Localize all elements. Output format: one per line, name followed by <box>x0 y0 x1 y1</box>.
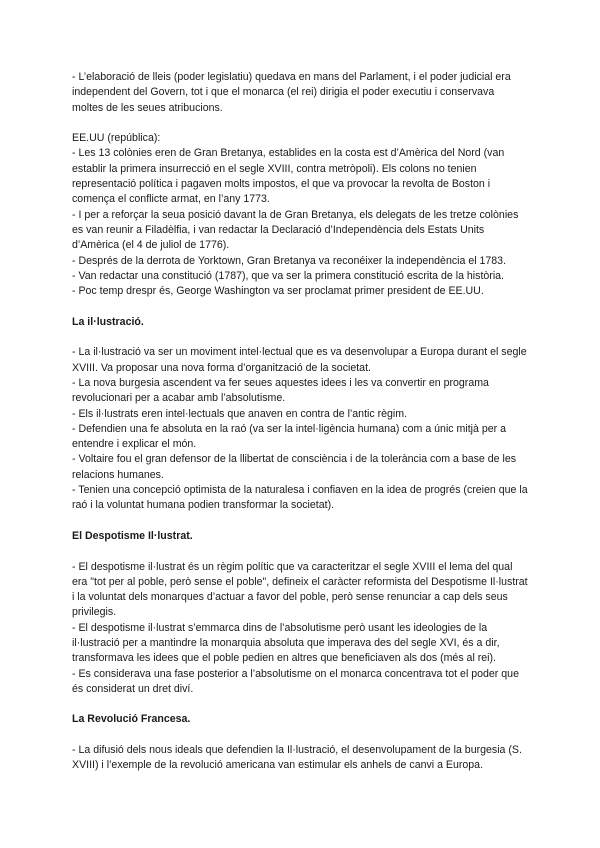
illustracio-item-2: - La nova burgesia ascendent va fer seues aquestes idees i les va convertir en programa revolucionari per a acabar amb l’absolutisme. <box>72 376 489 405</box>
illustracio-item-6: - Tenien una concepció optimista de la naturalesa i confiaven en la idea de progrés (creien que la raó i la voluntat humana podien transformar la societat). <box>72 484 528 512</box>
illustracio-item-3: - Els il·lustrats eren intel·lectuals que anaven en contra de l’antic règim. <box>72 407 408 420</box>
usa-item-5: - Poc temp drespr és, George Washington va ser proclamat primer president de EE.UU. <box>72 285 484 298</box>
spacer <box>72 697 528 712</box>
spacer <box>72 514 528 529</box>
spacer <box>72 544 528 559</box>
usa-item-2: - I per a reforçar la seua posició davant la de Gran Bretanya, els delegats de les tretze colònies es van reunir a Filadèlfia, i van redactar la Declaració d’Independència dels Estats Units d’Amèrica (el 4 de juliol de 1776). <box>72 208 519 252</box>
usa-item-3: - Després de la derrota de Yorktown, Gran Bretanya va reconéixer la independència el 1783. <box>72 254 507 267</box>
document-page <box>72 70 528 774</box>
despotisme-item-2: - El despotisme il·lustrat s’emmarca dins de l’absolutisme però usant les ideologies de la il·lustració per a mantindre la monarquia absoluta que imperava des del segle XVI, és a dir, transformava les idees que el poble pedien en altres que beneficiaven als dos (més al rei). <box>72 621 500 665</box>
revolucio-heading: La Revolució Francesa. <box>72 713 191 726</box>
usa-title: EE.UU (república): <box>72 132 161 145</box>
despotisme-item-1: - El despotisme il·lustrat és un règim polític que va caracteritzar el segle XVIII el lema del qual era "tot per al poble, però sense el poble", defineix el caràcter reformista del Despotisme Il·lustrat i la voluntat dels monarques d’actuar a favor del poble, però sense renunciar a cap dels seus privilegis. <box>72 560 528 619</box>
revolucio-item-1: - La difusió dels nous ideals que defendien la Il·lustració, el desenvolupament de la burgesia (S. XVIII) i l’exemple de la revolució americana van estimular els anhels de canvi a Europa. <box>72 744 522 772</box>
illustracio-item-5: - Voltaire fou el gran defensor de la llibertat de consciència i de la tolerància com a base de les relacions humanes. <box>72 453 517 481</box>
illustracio-heading: La il·lustració. <box>72 315 144 328</box>
usa-item-4: - Van redactar una constitució (1787), que va ser la primera constitució escrita de la història. <box>72 269 505 282</box>
spacer <box>72 116 528 131</box>
spacer <box>72 728 528 743</box>
spacer <box>72 330 528 345</box>
despotisme-heading: El Despotisme Il·lustrat. <box>72 529 193 542</box>
illustracio-item-1: - La il·lustració va ser un moviment intel·lectual que es va desenvolupar a Europa durant el segle XVIII. Va proposar una nova forma d’organització de la societat. <box>72 346 527 374</box>
despotisme-item-3: - Es considerava una fase posterior a l’absolutisme on el monarca concentrava tot el poder que és considerat un dret diví. <box>72 667 519 695</box>
illustracio-item-4: - Defendien una fe absoluta en la raó (va ser la intel·ligència humana) com a únic mitjà per a entendre i explicar el món. <box>72 422 506 451</box>
spacer <box>72 299 528 314</box>
usa-item-1: - Les 13 colònies eren de Gran Bretanya, establides en la costa est d’Amèrica del Nord (van establir la primera insurrecció en el segle XVIII, contra metròpoli). Els colons no tenien representació política i pagaven molts impostos, el que va provocar la revolta de Boston i comença el conflicte armat, en l’any 1773. <box>72 147 505 206</box>
intro-paragraph: - L’elaboració de lleis (poder legislatiu) quedava en mans del Parlament, i el poder judicial era independent del Govern, tot i que el monarca (el rei) dirigia el poder executiu i conservava moltes de les seues atribucions. <box>72 71 511 114</box>
